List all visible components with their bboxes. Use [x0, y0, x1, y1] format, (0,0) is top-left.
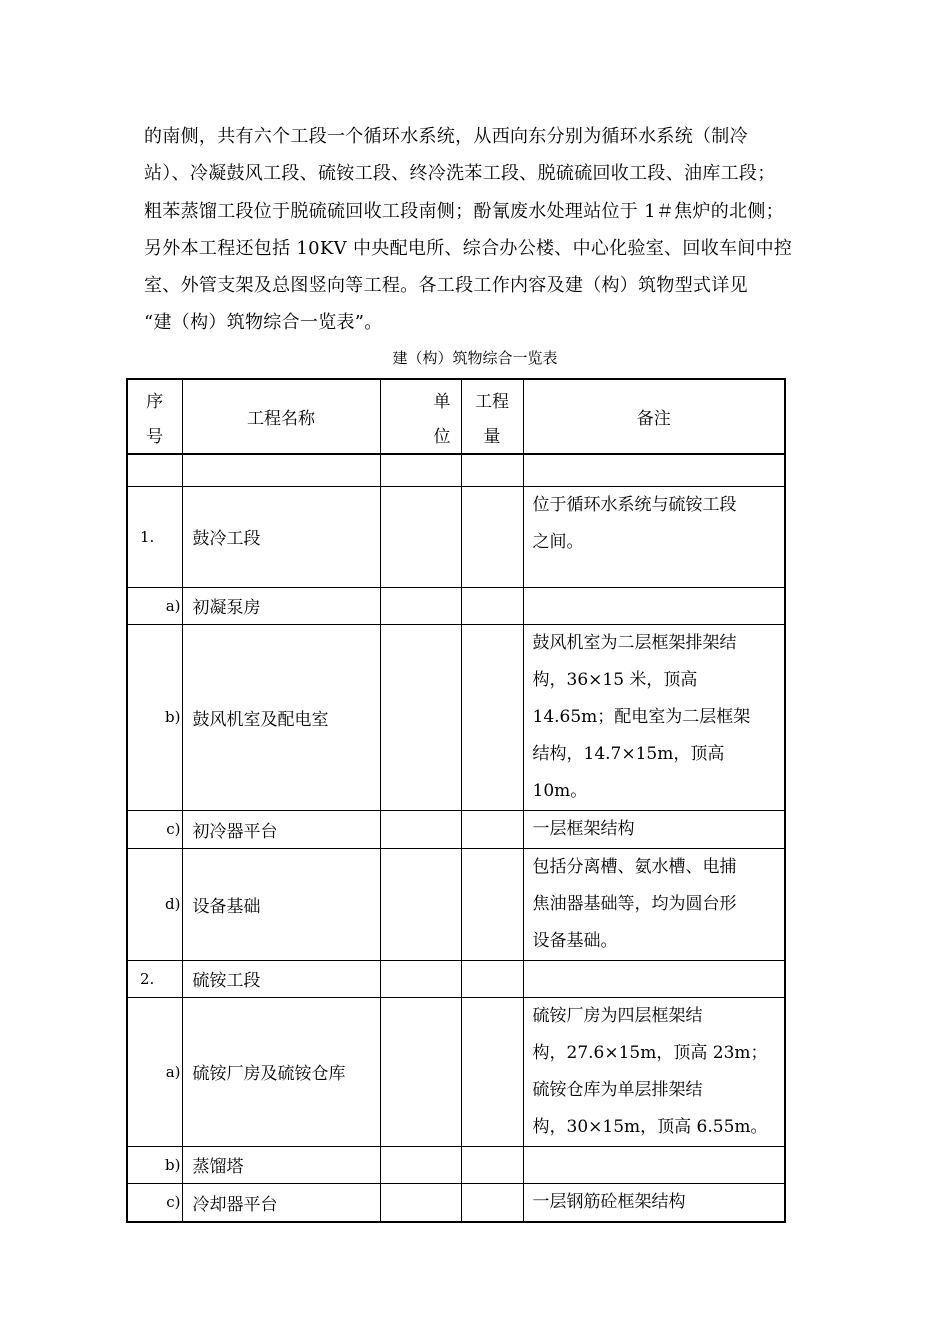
- note-line: 结构，14.7×15m，顶高: [532, 743, 725, 764]
- table-row: [127, 587, 785, 624]
- header-seq: [127, 379, 182, 454]
- cell-name: 蒸馏塔: [182, 1146, 380, 1183]
- cell-unit: [380, 486, 461, 587]
- cell-qty: [461, 486, 523, 587]
- note-line: 一层钢筋砼框架结构: [532, 1191, 686, 1212]
- paragraph-line: 粗苯蒸馏工段位于脱硫硫回收工段南侧；酚氰废水处理站位于 1＃焦炉的北侧；: [144, 200, 784, 222]
- cell-qty: [461, 810, 523, 848]
- cell-name: 硫铵厂房及硫铵仓库: [182, 997, 380, 1146]
- table-row: [127, 848, 785, 960]
- cell-unit: [380, 587, 461, 624]
- cell-unit: [380, 1146, 461, 1183]
- cell-name: 鼓冷工段: [182, 486, 380, 587]
- cell-note: [523, 486, 785, 587]
- cell-note: [523, 810, 785, 848]
- cell-note: [523, 997, 785, 1146]
- note-line: 构，27.6×15m，顶高 23m；: [532, 1042, 768, 1063]
- table-row: [127, 997, 785, 1146]
- note-line: 10m。: [532, 780, 588, 801]
- cell-seq: a): [127, 587, 182, 624]
- paragraph-line: 站）、冷凝鼓风工段、硫铵工段、终冷洗苯工段、脱硫硫回收工段、油库工段；: [144, 163, 776, 185]
- cell-qty: [461, 454, 523, 486]
- note-line: 硫铵仓库为单层排架结: [532, 1079, 703, 1100]
- cell-name: 设备基础: [182, 848, 380, 960]
- cell-qty: [461, 624, 523, 810]
- cell-seq: 2.: [127, 960, 182, 997]
- paragraph-line: 的南侧，共有六个工段一个循环水系统，从西向东分别为循环水系统（制冷: [144, 126, 748, 147]
- cell-note: [523, 960, 785, 997]
- table-row: [127, 1183, 785, 1222]
- cell-qty: [461, 587, 523, 624]
- table-header-row: [127, 379, 785, 454]
- table-row: [127, 1146, 785, 1183]
- table-body: [127, 454, 785, 1222]
- cell-seq: d): [127, 848, 182, 960]
- cell-note: [523, 624, 785, 810]
- note-line: 包括分离槽、氨水槽、电捕: [532, 856, 737, 877]
- cell-note: [523, 454, 785, 486]
- cell-qty: [461, 997, 523, 1146]
- cell-seq: c): [127, 810, 182, 848]
- cell-unit: [380, 454, 461, 486]
- header-qty-line-1: 工程: [475, 391, 509, 412]
- table-row: [127, 810, 785, 848]
- building-summary-table: [126, 378, 786, 1223]
- cell-qty: [461, 1183, 523, 1222]
- table-row: [127, 486, 785, 587]
- cell-name: 鼓风机室及配电室: [182, 624, 380, 810]
- header-name: 工程名称: [182, 379, 380, 454]
- cell-qty: [461, 848, 523, 960]
- cell-qty: [461, 960, 523, 997]
- header-seq-line-1: 序: [146, 391, 164, 412]
- cell-name: 硫铵工段: [182, 960, 380, 997]
- header-unit-line-1: 单: [433, 391, 451, 412]
- header-qty-line-2: 量: [483, 426, 501, 447]
- note-line: 构，36×15 米，顶高: [532, 669, 698, 690]
- note-line: 14.65m；配电室为二层框架: [532, 706, 751, 727]
- note-line: 之间。: [532, 531, 584, 552]
- cell-note: [523, 587, 785, 624]
- table-row: [127, 624, 785, 810]
- cell-name: [182, 454, 380, 486]
- cell-seq: a): [127, 997, 182, 1146]
- header-seq-line-2: 号: [146, 426, 164, 447]
- note-line: 硫铵厂房为四层框架结: [532, 1005, 703, 1026]
- table-row: [127, 960, 785, 997]
- cell-seq: 1.: [127, 486, 182, 587]
- intro-paragraph: [144, 118, 816, 342]
- cell-name: 初凝泵房: [182, 587, 380, 624]
- cell-name: 冷却器平台: [182, 1183, 380, 1222]
- note-line: 位于循环水系统与硫铵工段: [532, 494, 737, 515]
- table-row: [127, 454, 785, 486]
- paragraph-line: 另外本工程还包括 10KV 中央配电所、综合办公楼、中心化验室、回收车间中控: [144, 237, 793, 259]
- cell-note: [523, 848, 785, 960]
- cell-seq: b): [127, 1146, 182, 1183]
- header-qty: [461, 379, 523, 454]
- cell-unit: [380, 624, 461, 810]
- cell-note: [523, 1146, 785, 1183]
- note-line: 焦油器基础等，均为圆台形: [532, 893, 737, 914]
- cell-note: [523, 1183, 785, 1222]
- header-note: 备注: [523, 379, 785, 454]
- cell-name: 初冷器平台: [182, 810, 380, 848]
- cell-qty: [461, 1146, 523, 1183]
- cell-unit: [380, 810, 461, 848]
- header-unit-line-2: 位: [433, 426, 451, 447]
- cell-unit: [380, 997, 461, 1146]
- note-line: 鼓风机室为二层框架排架结: [532, 632, 737, 653]
- cell-seq: c): [127, 1183, 182, 1222]
- cell-unit: [380, 960, 461, 997]
- paragraph-line: 室、外管支架及总图竖向等工程。各工段工作内容及建（构）筑物型式详见: [144, 275, 748, 297]
- paragraph-line: “建（构）筑物综合一览表”。: [144, 312, 383, 334]
- note-line: 构，30×15m，顶高 6.55m。: [532, 1116, 768, 1137]
- note-line: 一层框架结构: [532, 818, 635, 839]
- header-unit: [380, 379, 461, 454]
- note-line: 设备基础。: [532, 930, 618, 951]
- cell-seq: b): [127, 624, 182, 810]
- cell-seq: [127, 454, 182, 486]
- cell-unit: [380, 1183, 461, 1222]
- cell-unit: [380, 848, 461, 960]
- table-caption: 建（构）筑物综合一览表: [392, 349, 558, 367]
